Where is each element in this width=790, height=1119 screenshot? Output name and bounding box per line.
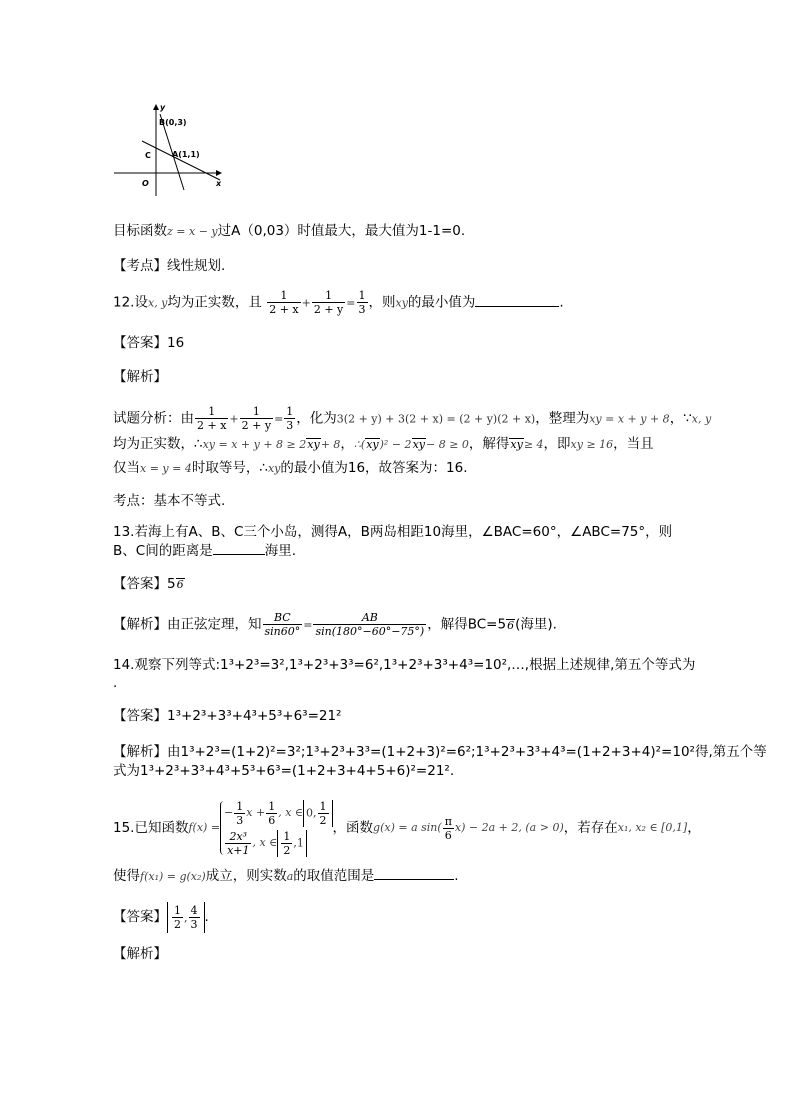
text: ，则	[368, 294, 396, 311]
y-axis-arrow	[153, 104, 159, 110]
piece-2	[224, 831, 332, 855]
text: ，	[340, 436, 354, 452]
fraction	[284, 405, 295, 432]
piecewise	[220, 801, 332, 855]
text: 【解析】由正弦定理，知	[113, 616, 262, 633]
math: a	[286, 870, 294, 883]
answer-blank	[475, 294, 559, 307]
text: 12.设	[113, 294, 148, 311]
fraction	[443, 815, 454, 842]
text: 的最小值为16，故答案为：16.	[280, 460, 468, 476]
question-15-line1	[113, 796, 701, 860]
math: , x ∈	[252, 836, 278, 849]
math: + 8	[320, 438, 341, 451]
graph-label-b: B(0,3)	[159, 118, 187, 127]
text: 均为正实数，	[113, 436, 194, 452]
math: )² − 2	[379, 438, 412, 451]
fraction	[240, 405, 273, 432]
analysis-14-line1: 【解析】由1³+2³=(1+2)²=3²;1³+2³+3³=(1+2+3)²=6²;1³+2³+3³+4³=(1+2+3+4)²=10²得,第五个等	[113, 744, 767, 760]
text: 仅当	[113, 460, 140, 476]
text: 【答案】	[113, 909, 167, 925]
answer-15	[113, 900, 209, 934]
text: ，	[669, 410, 684, 427]
den: sin(180°−60°−75°)	[315, 625, 425, 638]
num: 1	[240, 405, 273, 419]
den: 2	[319, 813, 327, 827]
interval	[167, 902, 205, 933]
answer-12: 【答案】16	[113, 335, 185, 351]
math: x = y = 4	[140, 462, 192, 475]
den: 2 + x	[269, 303, 299, 316]
analysis-12-line1	[113, 405, 711, 432]
graph-label-o: O	[142, 179, 149, 188]
question-12	[113, 289, 564, 316]
text: 时取等号，	[191, 460, 260, 476]
piece-1	[224, 801, 332, 825]
fraction	[234, 800, 245, 827]
sqrt: xy	[412, 438, 425, 451]
text: 海里.	[264, 543, 296, 559]
num: 1	[286, 405, 294, 418]
fraction	[266, 800, 277, 827]
math: xy = x + y + 8	[589, 412, 670, 426]
math: f(x) =	[188, 821, 221, 834]
fraction	[195, 405, 228, 432]
fraction	[357, 289, 368, 316]
text: 均为正实数，且	[167, 294, 262, 311]
objective-line	[113, 221, 465, 242]
coordinate-graph	[112, 100, 232, 200]
text: 1³+2³+3³+4³+5³+6³=21²	[167, 708, 342, 724]
text: ∵	[683, 410, 692, 427]
text: 试题分析：由	[113, 410, 194, 427]
question-13-line2	[113, 541, 296, 561]
fraction	[312, 289, 345, 316]
text: ，	[687, 820, 701, 836]
sqrt: 6	[507, 618, 515, 632]
text: ∴	[259, 460, 268, 476]
sqrt: xy	[366, 438, 379, 451]
num: 1	[312, 289, 345, 303]
text: B、C间的距离是	[113, 543, 213, 559]
text: 过A（0,03）时值最大，最大值为1-1=0.	[217, 223, 466, 239]
math: ∴(	[353, 438, 366, 451]
text: ，解得	[468, 436, 510, 452]
text: .	[204, 909, 209, 925]
math: xy	[395, 296, 408, 310]
answer-14	[113, 706, 341, 726]
op: 0,	[306, 806, 317, 819]
math: xy	[267, 462, 281, 475]
op: ,1	[293, 836, 304, 849]
fraction	[263, 611, 303, 638]
math: x, y	[147, 296, 168, 310]
den: 2	[174, 917, 181, 931]
math: z = x − y	[167, 225, 218, 238]
question-15-line2	[113, 866, 459, 887]
math: xy = x + y + 8 ≥ 2	[202, 438, 307, 451]
den: 3	[190, 917, 198, 931]
math: x) − 2a + 2, (a > 0)	[454, 821, 564, 834]
question-13-line1: 13.若海上有A、B、C三个小岛，测得A，B两岛相距10海里，∠BAC=60°，∠ABC=75°，则	[113, 524, 673, 540]
den: x+1	[227, 843, 250, 857]
text: ∴	[194, 436, 203, 452]
op: +	[301, 296, 311, 310]
analysis-14-line2: 式为1³+2³+3³+4³+5³+6³=(1+2+3+4+5+6)²=21².	[113, 763, 455, 779]
math: x +	[246, 806, 266, 819]
num: 1	[283, 829, 291, 843]
num: 1	[358, 289, 366, 302]
question-14-line1: 14.观察下列等式:1³+2³=3²,1³+2³+3³=6²,1³+2³+3³+4³=10²,…,根据上述规律,第五个等式为	[113, 657, 696, 673]
math: xy ≥ 16	[570, 438, 614, 451]
analysis-12-line2	[113, 434, 654, 455]
x-axis-arrow	[216, 170, 222, 176]
text: 【答案】5	[113, 576, 176, 592]
num: 1	[319, 799, 327, 813]
text: (海里).	[515, 616, 557, 633]
text: 【答案】	[113, 708, 167, 724]
fraction	[172, 904, 183, 931]
den: 3	[286, 419, 294, 432]
op: =	[346, 296, 356, 310]
text: ，解得BC=5	[427, 616, 507, 633]
math: ≥ 4	[523, 438, 544, 451]
sqrt: 6	[176, 578, 184, 591]
op: =	[303, 618, 313, 632]
math: 3(2 + y) + 3(2 + x) = (2 + y)(2 + x)	[336, 412, 536, 426]
fraction	[267, 289, 300, 316]
num: 1	[267, 289, 300, 303]
math: , x ∈	[278, 806, 304, 819]
op: +	[229, 412, 239, 426]
graph-label-y: y	[160, 103, 166, 112]
question-14-line2: .	[113, 675, 118, 691]
den: 6	[444, 828, 452, 842]
den: 2 + y	[313, 303, 344, 316]
math: x₁, x₂ ∈ [0,1]	[617, 821, 688, 834]
fraction	[313, 611, 426, 638]
den: 3	[358, 303, 366, 316]
math: f(x₁) = g(x₂)	[140, 870, 206, 883]
graph-label-x: x	[216, 179, 222, 188]
math: − 8 ≥ 0	[425, 438, 469, 451]
sqrt: xy	[510, 438, 523, 451]
den: 2 + x	[197, 419, 227, 432]
op: ,	[184, 911, 188, 924]
text: 15.已知函数	[113, 820, 189, 836]
text: .	[454, 868, 459, 884]
fraction	[225, 830, 251, 857]
text: ，化为	[296, 410, 337, 427]
den: 6	[268, 813, 276, 827]
num: 1	[174, 903, 181, 917]
den: 3	[236, 813, 244, 827]
answer-13	[113, 574, 185, 594]
num: 1	[268, 799, 276, 813]
op: =	[274, 412, 284, 426]
interval	[303, 800, 333, 827]
den: 2	[283, 843, 291, 857]
kaodian-11: 【考点】线性规划.	[113, 258, 226, 274]
analysis-12-line3	[113, 458, 468, 479]
answer-blank	[374, 867, 454, 880]
answer-blank	[213, 542, 265, 555]
text: .	[559, 294, 564, 311]
interval	[277, 830, 307, 857]
den: sin60°	[264, 625, 301, 638]
text: 使得	[113, 868, 140, 884]
num: 2x³	[225, 830, 251, 844]
graph-label-c: C	[145, 151, 151, 160]
num: 4	[190, 903, 198, 917]
text: 成立，则实数	[205, 868, 287, 884]
text: 的取值范围是	[293, 868, 375, 884]
analysis-label-15: 【解析】	[113, 946, 167, 962]
num: π	[444, 814, 452, 828]
sqrt: xy	[307, 438, 320, 451]
fraction	[281, 830, 292, 857]
den: 2 + y	[241, 419, 272, 432]
fraction	[318, 800, 329, 827]
num: 1	[195, 405, 228, 419]
text: ，即	[543, 436, 571, 452]
math: x, y	[691, 412, 712, 426]
kaodian-12: 考点：基本不等式.	[113, 493, 226, 509]
math: g(x) = a sin(	[373, 821, 442, 834]
text: ，整理为	[535, 410, 590, 427]
graph-label-a: A(1,1)	[172, 150, 200, 159]
text: ，当且	[613, 436, 654, 452]
num: BC	[263, 611, 303, 625]
text: 的最小值为	[407, 294, 476, 311]
text: ，若存在	[563, 820, 618, 836]
op: −	[224, 806, 234, 819]
line-through-a	[142, 141, 220, 180]
analysis-13	[113, 611, 557, 638]
num: 1	[236, 799, 244, 813]
analysis-label-12: 【解析】	[113, 369, 167, 385]
text: ，函数	[332, 820, 374, 836]
fraction	[189, 904, 200, 931]
num: AB	[313, 611, 426, 625]
text: 目标函数	[113, 223, 167, 239]
